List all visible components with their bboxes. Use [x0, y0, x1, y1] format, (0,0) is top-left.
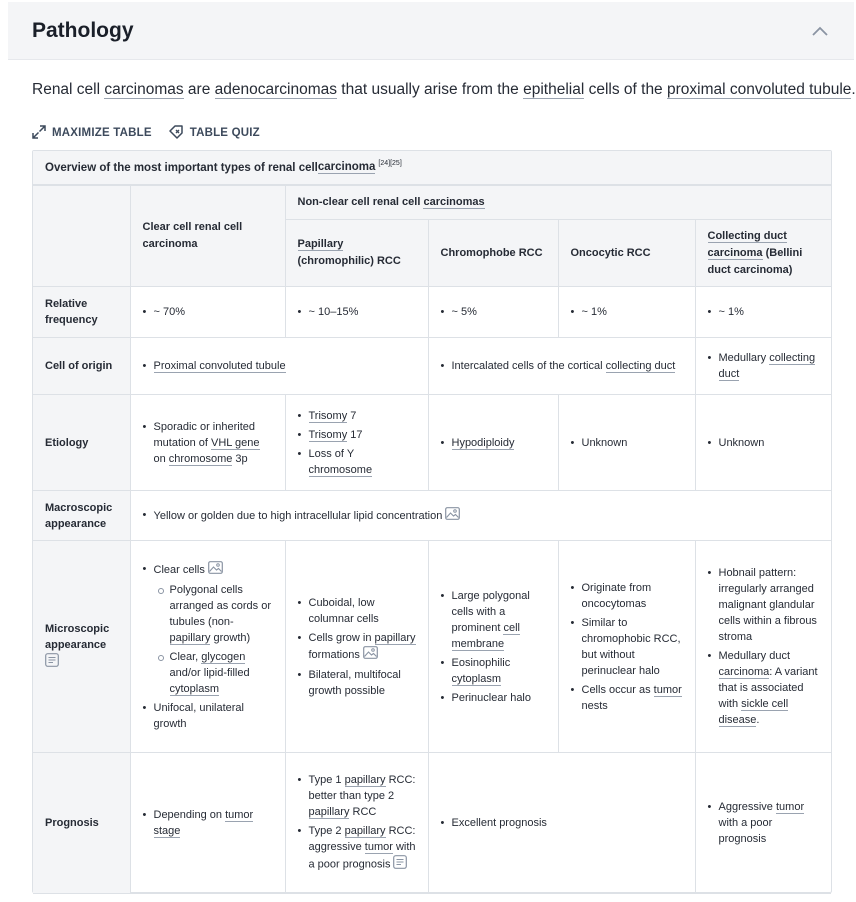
link-tumor[interactable]: tumor: [653, 683, 682, 696]
list-item: • Yellow or golden due to high intracellular lipid concentration: [143, 507, 820, 525]
link-cell-membrane[interactable]: cell membrane: [451, 621, 520, 650]
link-carcinoma[interactable]: carcinoma: [317, 161, 376, 173]
list-item: • Intercalated cells of the cortical collecting duct: [441, 358, 683, 374]
link-adenocarcinomas[interactable]: adenocarcinomas: [214, 81, 337, 98]
list-item: • Aggressive tumor with a poor prognosis: [708, 799, 820, 847]
header-chromophobe: Chromophobe RCC: [428, 220, 558, 287]
list-item: • Clear cells Polygonal cells arranged as cords or tubules (non-papillary growth) Clear, glycogen and/or lipid-filled cytoplasm: [143, 561, 273, 697]
list-item: • ~ 10–15%: [298, 304, 416, 320]
table-toolbar: [32, 124, 260, 142]
link-epithelial[interactable]: epithelial: [523, 81, 585, 98]
list-item: • Cells occur as tumor nests: [571, 682, 683, 714]
table-caption: Overview of the most important types of renal cell carcinoma [24][25]: [33, 151, 831, 185]
chevron-up-icon[interactable]: [810, 21, 830, 41]
link-papillary[interactable]: papillary: [344, 774, 386, 786]
link-collecting-duct[interactable]: collecting duct: [605, 360, 676, 372]
list-item: [441, 435, 546, 451]
list-item: • Bilateral, multifocal growth possible: [298, 667, 416, 699]
link-sickle-cell-disease[interactable]: sickle cell disease: [718, 698, 789, 726]
image-icon[interactable]: [208, 561, 223, 579]
sub-list-item: Polygonal cells arranged as cords or tubules (non-papillary growth): [154, 582, 273, 646]
reference-markers[interactable]: [24][25]: [378, 160, 402, 167]
link-proximal-tubule[interactable]: Proximal convoluted tubule: [153, 360, 286, 372]
link-papillary[interactable]: papillary: [374, 631, 416, 644]
link-trisomy[interactable]: Trisomy: [308, 428, 348, 441]
link-carcinomas[interactable]: carcinomas: [104, 81, 184, 98]
link-collecting-duct[interactable]: Collecting duct: [707, 229, 787, 242]
list-item: [143, 358, 416, 374]
row-label: Macroscopic appearance: [33, 491, 130, 541]
renal-carcinoma-table: [32, 150, 832, 893]
list-item: • ~ 70%: [143, 304, 273, 320]
list-item: • Unifocal, unilateral growth: [143, 700, 273, 732]
link-hypodiploidy[interactable]: Hypodiploidy: [451, 436, 515, 449]
list-item: • Cells grow in papillary formations: [298, 630, 416, 664]
list-item: • Hobnail pattern: irregularly arranged malignant glandular cells within a fibrous stroma: [708, 565, 820, 645]
data-table: [33, 185, 831, 894]
intro-paragraph: Renal cell carcinomas are adenocarcinomas that usually arise from the epithelial cells of the proximal convoluted tubule.: [32, 81, 856, 98]
note-icon[interactable]: [45, 653, 59, 672]
image-icon[interactable]: [445, 507, 460, 525]
link-carcinoma[interactable]: carcinoma: [718, 666, 770, 678]
header-papillary: Papillary (chromophilic) RCC: [285, 220, 428, 287]
link-papillary[interactable]: papillary: [308, 806, 350, 818]
row-label: Prognosis: [33, 753, 130, 894]
list-item: • Perinuclear halo: [441, 690, 546, 706]
link-collecting-duct[interactable]: collecting duct: [718, 352, 816, 380]
list-item: • ~ 1%: [708, 304, 820, 320]
row-macroscopic: [33, 491, 831, 541]
list-item: • ~ 1%: [571, 304, 683, 320]
link-vhl-gene[interactable]: VHL gene: [210, 436, 260, 449]
sub-list-item: Clear, glycogen and/or lipid-filled cytoplasm: [154, 649, 273, 697]
link-trisomy[interactable]: Trisomy: [308, 409, 348, 422]
link-tumor-stage[interactable]: tumor stage: [153, 809, 254, 837]
row-label: Etiology: [33, 395, 130, 491]
link-carcinoma-collecting[interactable]: carcinoma: [707, 246, 763, 259]
list-item: • Trisomy 7: [298, 408, 416, 424]
link-carcinomas-header[interactable]: carcinomas: [423, 196, 485, 208]
image-icon[interactable]: [363, 646, 378, 664]
link-tumor[interactable]: tumor: [364, 841, 393, 853]
maximize-table-button[interactable]: MAXIMIZE TABLE: [32, 124, 152, 142]
quiz-icon: [168, 124, 184, 143]
note-icon[interactable]: [393, 855, 407, 874]
header-non-clear: Non-clear cell renal cell carcinomas: [285, 186, 831, 220]
list-item: • Type 1 papillary RCC: better than type 2 papillary RCC: [298, 772, 416, 820]
list-item: • Type 2 papillary RCC: aggressive tumor with a poor prognosis: [298, 823, 416, 874]
link-cytoplasm[interactable]: cytoplasm: [169, 683, 220, 695]
list-item: • Unknown: [571, 435, 683, 451]
maximize-icon: [32, 125, 46, 142]
list-item: • Sporadic or inherited mutation of VHL gene on chromosome 3p: [143, 419, 273, 467]
link-chromosome[interactable]: chromosome: [168, 452, 233, 465]
list-item: • Excellent prognosis: [441, 815, 683, 831]
header-oncocytic: Oncocytic RCC: [558, 220, 695, 287]
link-cytoplasm[interactable]: cytoplasm: [451, 672, 502, 685]
row-origin: [33, 338, 831, 395]
link-papillary[interactable]: papillary: [344, 825, 386, 837]
section-title: Pathology: [32, 18, 134, 42]
link-glycogen[interactable]: glycogen: [201, 651, 246, 663]
list-item: • Eosinophilic cytoplasm: [441, 655, 546, 687]
list-item: • Depending on tumor stage: [143, 807, 273, 839]
header-collecting-duct: Collecting duct carcinoma (Bellini duct carcinoma): [695, 220, 831, 287]
list-item: • Medullary collecting duct: [708, 350, 820, 382]
list-item: • Unknown: [708, 435, 820, 451]
row-frequency: [33, 287, 831, 338]
row-microscopic: [33, 541, 831, 753]
list-item: • ~ 5%: [441, 304, 546, 320]
header-clear-cell: Clear cell renal cell carcinoma: [130, 186, 285, 287]
row-prognosis: [33, 753, 831, 894]
row-label: Cell of origin: [33, 338, 130, 395]
row-label: Relative frequency: [33, 287, 130, 338]
list-item: • Similar to chromophobic RCC, but without perinuclear halo: [571, 615, 683, 679]
list-item: • Large polygonal cells with a prominent cell membrane: [441, 588, 546, 652]
row-label: Microscopic appearance: [33, 541, 130, 753]
list-item: • Trisomy 17: [298, 427, 416, 443]
list-item: • Medullary duct carcinoma: A variant that is associated with sickle cell disease.: [708, 648, 820, 728]
list-item: • Loss of Y chromosome: [298, 446, 416, 478]
list-item: • Originate from oncocytomas: [571, 580, 683, 612]
empty-corner: [33, 186, 130, 287]
list-item: • Cuboidal, low columnar cells: [298, 595, 416, 627]
link-papillary[interactable]: papillary: [169, 632, 211, 644]
row-etiology: [33, 395, 831, 491]
table-quiz-button[interactable]: TABLE QUIZ: [168, 124, 260, 142]
link-proximal-convoluted-tubule[interactable]: proximal convoluted tubule: [667, 81, 852, 98]
section-header[interactable]: [8, 2, 854, 60]
link-tumor[interactable]: tumor: [775, 801, 805, 813]
link-papillary[interactable]: Papillary: [297, 238, 344, 250]
link-chromosome[interactable]: chromosome: [308, 463, 373, 476]
